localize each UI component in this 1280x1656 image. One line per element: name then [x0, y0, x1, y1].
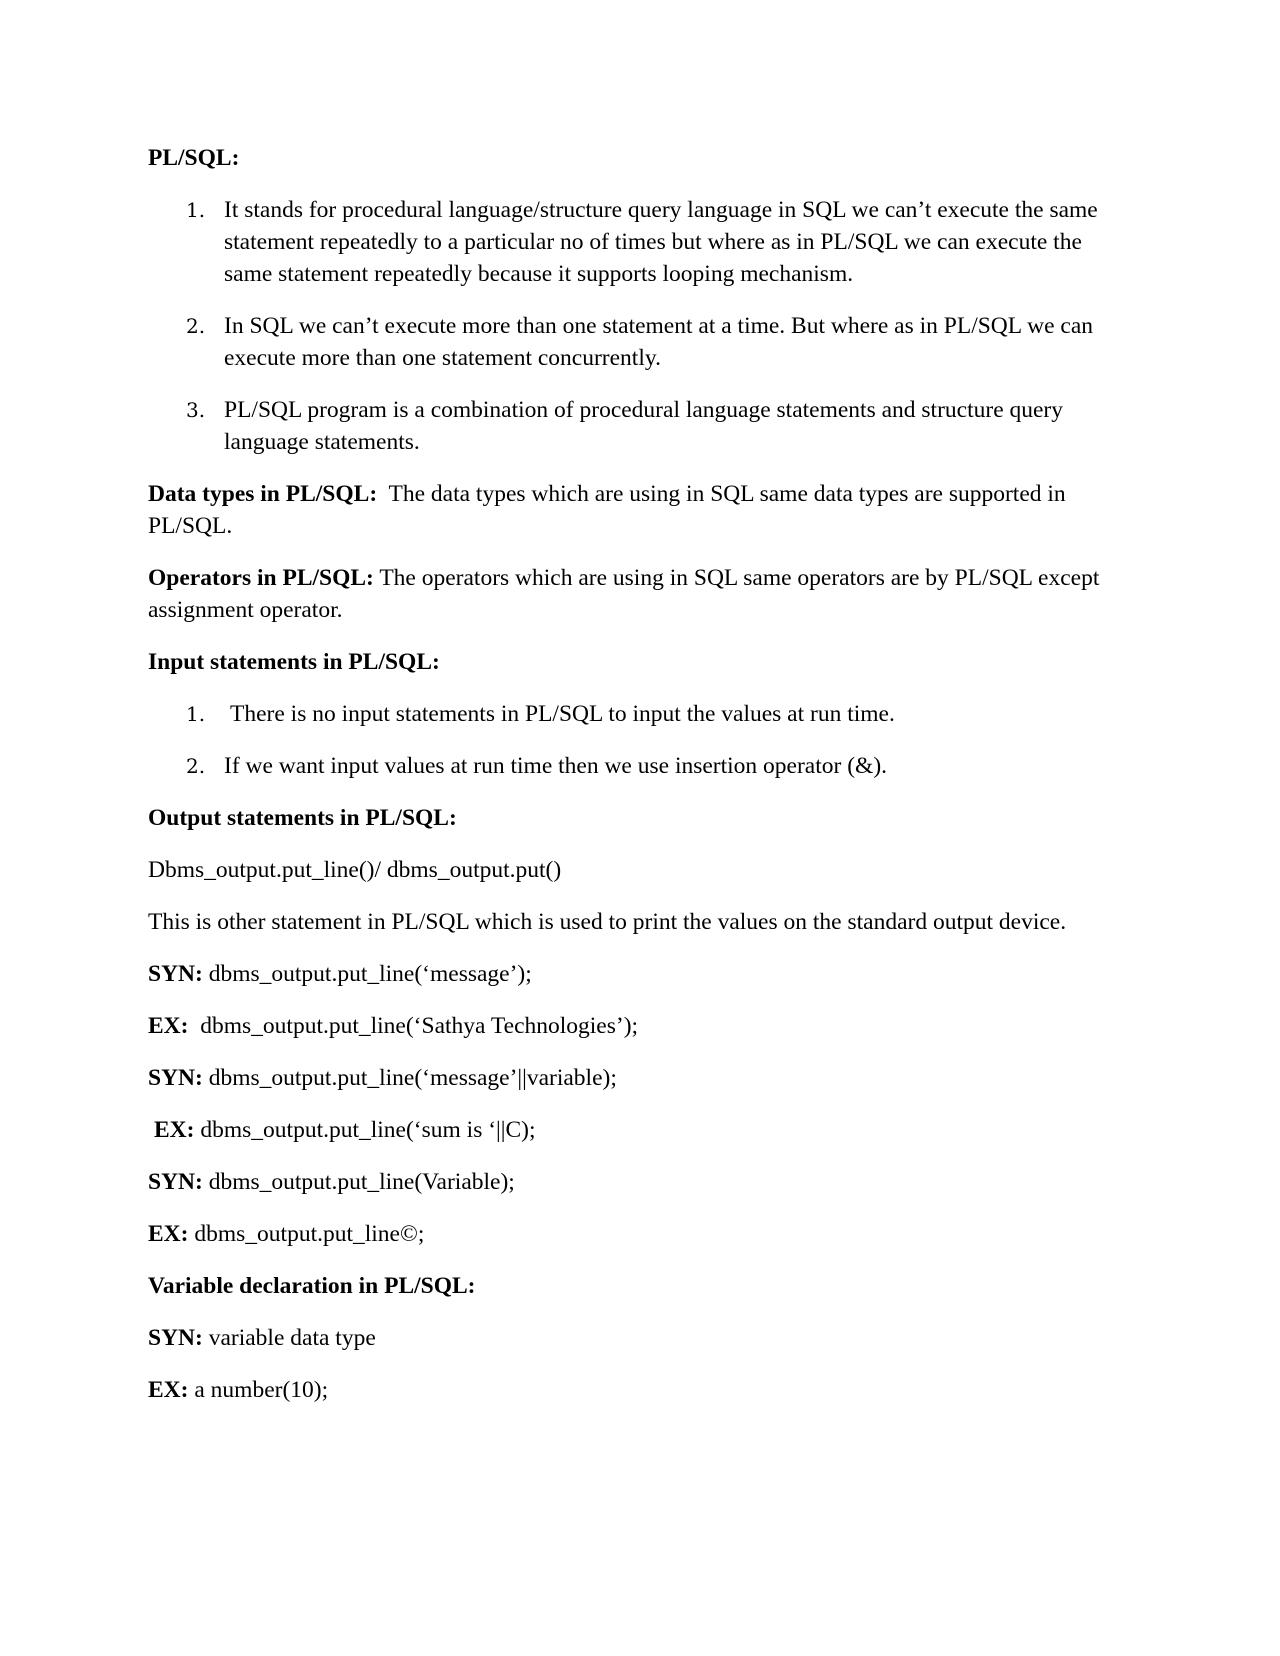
syntax-text: variable data type [208, 1325, 376, 1351]
document-page [148, 142, 1128, 1426]
list-number: 1. [186, 702, 206, 726]
input-heading: Input statements in PL/SQL: [148, 649, 440, 675]
syntax-line [148, 1062, 1128, 1094]
list-number: 2. [186, 754, 206, 778]
syntax-label: SYN: [148, 1169, 203, 1195]
intro-list [148, 194, 1128, 458]
datatypes-label: Data types in PL/SQL: [148, 481, 378, 507]
output-description: This is other statement in PL/SQL which is used to print the values on the standard output device. [148, 909, 1067, 935]
page-title: PL/SQL: [148, 145, 240, 171]
list-item [148, 310, 1128, 374]
example-line [148, 1374, 1128, 1406]
list-item-text: PL/SQL program is a combination of procedural language statements and structure query language statements. [224, 397, 1064, 455]
list-item [148, 750, 1128, 782]
example-label: EX: [148, 1013, 189, 1039]
list-number: 2. [186, 314, 206, 338]
example-line [148, 1114, 1128, 1146]
example-label: EX: [148, 1377, 189, 1403]
example-label: EX: [154, 1117, 195, 1143]
syntax-line [148, 1322, 1128, 1354]
list-item-text: It stands for procedural language/structure query language in SQL we can’t execute the same statement repeatedly to a particular no of times but where as in PL/SQL we can execute the same statement repeatedly because it supports looping mechanism. [224, 197, 1098, 287]
example-line [148, 1010, 1128, 1042]
output-heading: Output statements in PL/SQL: [148, 805, 457, 831]
syntax-line [148, 958, 1128, 990]
list-item-text: If we want input values at run time then we use insertion operator (&). [224, 753, 888, 779]
example-text: dbms_output.put_line(‘sum is ‘||C); [200, 1117, 536, 1143]
syntax-label: SYN: [148, 1325, 203, 1351]
example-text: dbms_output.put_line©; [194, 1221, 425, 1247]
operators-text: The operators which are using in SQL same operators are by PL/SQL except assignment operator. [148, 565, 1100, 623]
output-functions: Dbms_output.put_line()/ dbms_output.put() [148, 857, 562, 883]
list-number: 1. [186, 198, 206, 222]
operators-label: Operators in PL/SQL: [148, 565, 374, 591]
list-number: 3. [186, 398, 206, 422]
list-item-text: There is no input statements in PL/SQL to input the values at run time. [230, 701, 895, 727]
syntax-line [148, 1166, 1128, 1198]
list-item [148, 194, 1128, 290]
syntax-text: dbms_output.put_line(‘message’||variable); [208, 1065, 617, 1091]
datatypes-text: The data types which are using in SQL same data types are supported in PL/SQL. [148, 481, 1066, 539]
list-item [148, 394, 1128, 458]
variable-heading: Variable declaration in PL/SQL: [148, 1273, 476, 1299]
syntax-text: dbms_output.put_line(Variable); [208, 1169, 515, 1195]
datatypes-paragraph [148, 478, 1128, 542]
example-line [148, 1218, 1128, 1250]
example-text: dbms_output.put_line(‘Sathya Technologies’); [200, 1013, 639, 1039]
example-label: EX: [148, 1221, 189, 1247]
syntax-label: SYN: [148, 961, 203, 987]
syntax-label: SYN: [148, 1065, 203, 1091]
list-item [148, 698, 1128, 730]
syntax-text: dbms_output.put_line(‘message’); [208, 961, 532, 987]
operators-paragraph [148, 562, 1128, 626]
input-list [148, 698, 1128, 782]
example-text: a number(10); [194, 1377, 329, 1403]
list-item-text: In SQL we can’t execute more than one statement at a time. But where as in PL/SQL we can execute more than one statement concurrently. [224, 313, 1094, 371]
